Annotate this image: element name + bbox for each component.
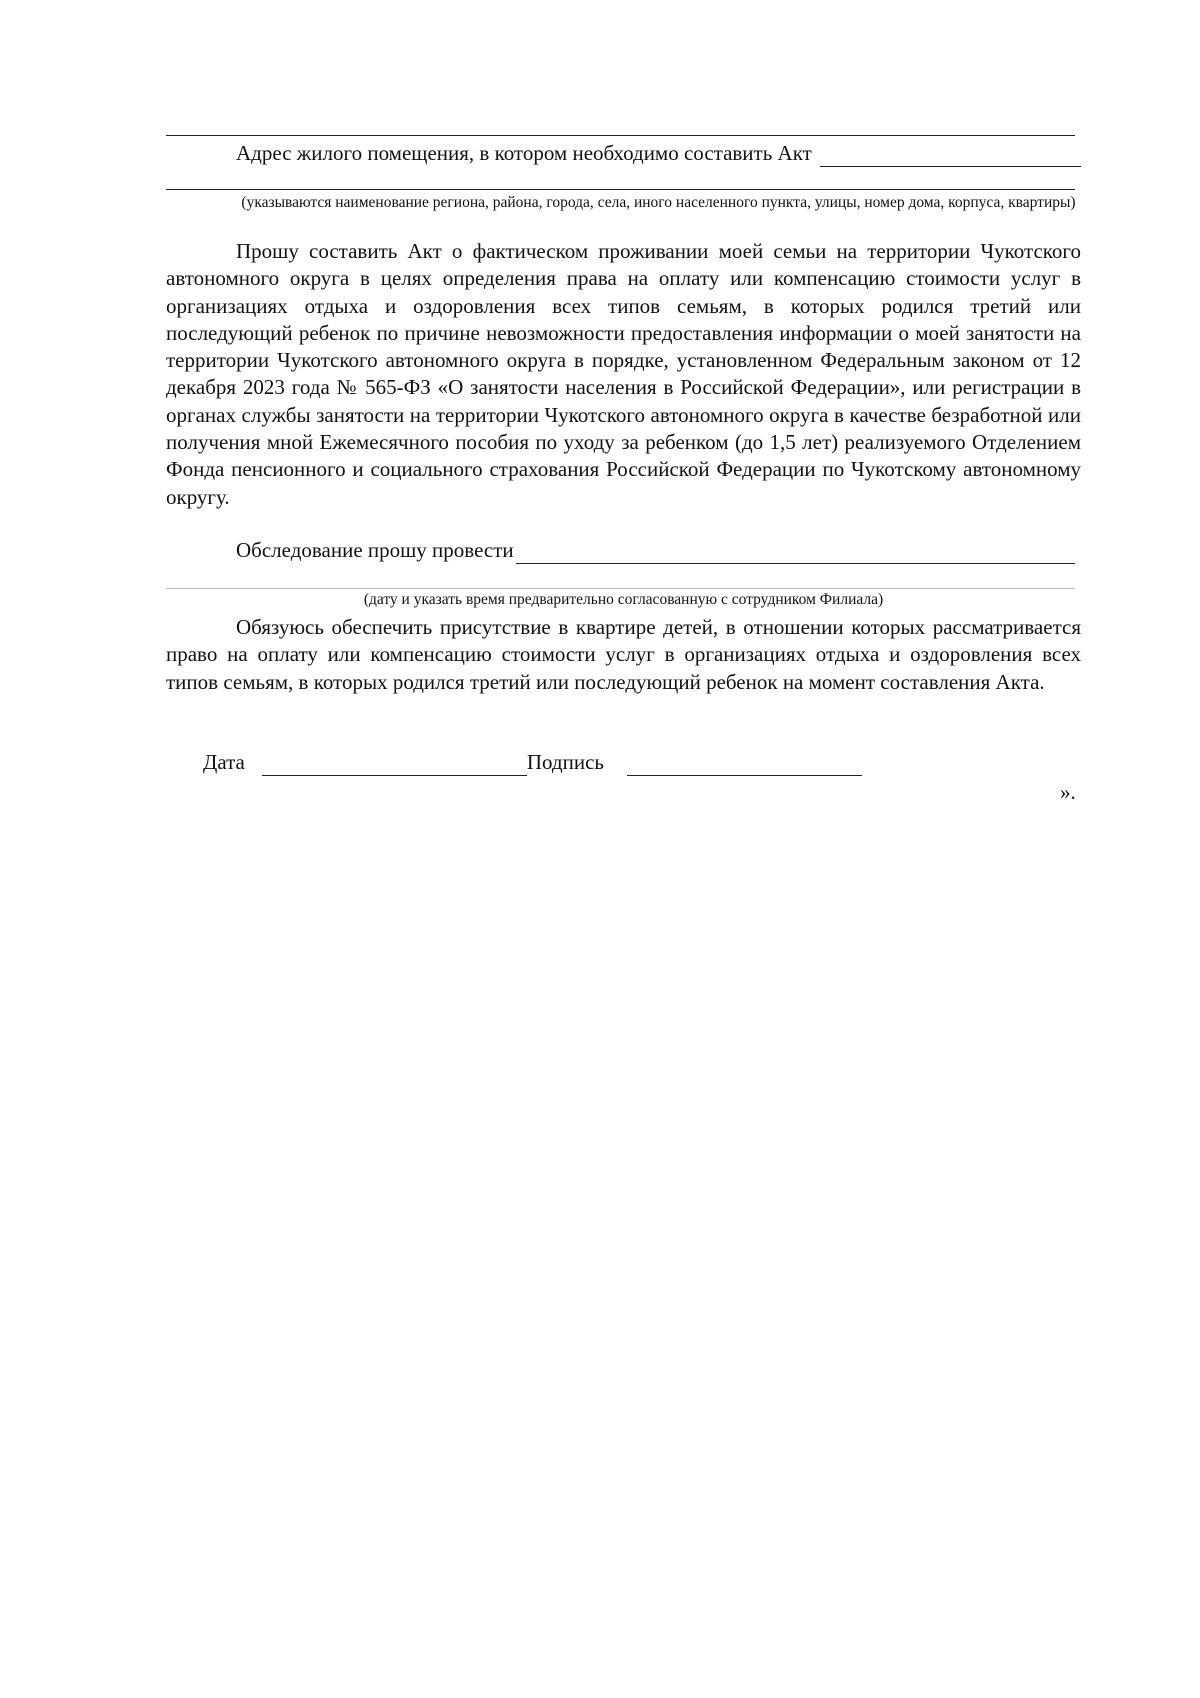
survey-blank-line	[166, 588, 1075, 589]
address-row	[166, 139, 1081, 167]
survey-row	[166, 537, 1081, 564]
survey-hint: (дату и указать время предварительно согласованную с сотрудником Филиала)	[363, 591, 884, 608]
signature-blank	[627, 753, 862, 776]
survey-label: Обследование прошу провести	[236, 538, 514, 562]
request-paragraph: Прошу составить Акт о фактическом проживании моей семьи на территории Чукотского автономного округа в целях определения права на оплату или компенсацию стоимости услуг в организациях отдыха и оздоровления всех типов семьям, в которых родился третий или последующий ребенок по причине невозможности предоставления информации о моей занятости на территории Чукотского автономного округа в порядке, установленном Федеральным законом от 12 декабря 2023 года № 565-ФЗ «О занятости населения в Российской Федерации», или регистрации в органах службы занятости на территории Чукотского автономного округа в качестве безработной или получения мной Ежемесячного пособия по уходу за ребенком (до 1,5 лет) реализуемого Отделением Фонда пенсионного и социального страхования Российской Федерации по Чукотскому автономному округу.	[166, 239, 1081, 509]
date-blank	[262, 753, 527, 776]
address-hint: (указываются наименование региона, района, города, села, иного населенного пункта, улицы, номер дома, корпуса, квартиры)	[241, 194, 1076, 211]
address-blank	[820, 144, 1081, 167]
obligation-paragraph: Обязуюсь обеспечить присутствие в квартире детей, в отношении которых рассматривается право на оплату или компенсацию стоимости услуг в организациях отдыха и оздоровления всех типов семьям, в которых родился третий или последующий ребенок на момент составления Акта.	[166, 615, 1081, 694]
date-label: Дата	[203, 750, 245, 774]
top-blank-line	[166, 135, 1075, 136]
closing-quote-mark: ».	[1060, 780, 1076, 804]
signature-row	[203, 749, 862, 776]
address-blank-line	[166, 189, 1075, 190]
survey-blank	[516, 541, 1075, 564]
sign-label: Подпись	[526, 750, 604, 774]
address-label: Адрес жилого помещения, в котором необходимо составить Акт	[236, 141, 812, 165]
